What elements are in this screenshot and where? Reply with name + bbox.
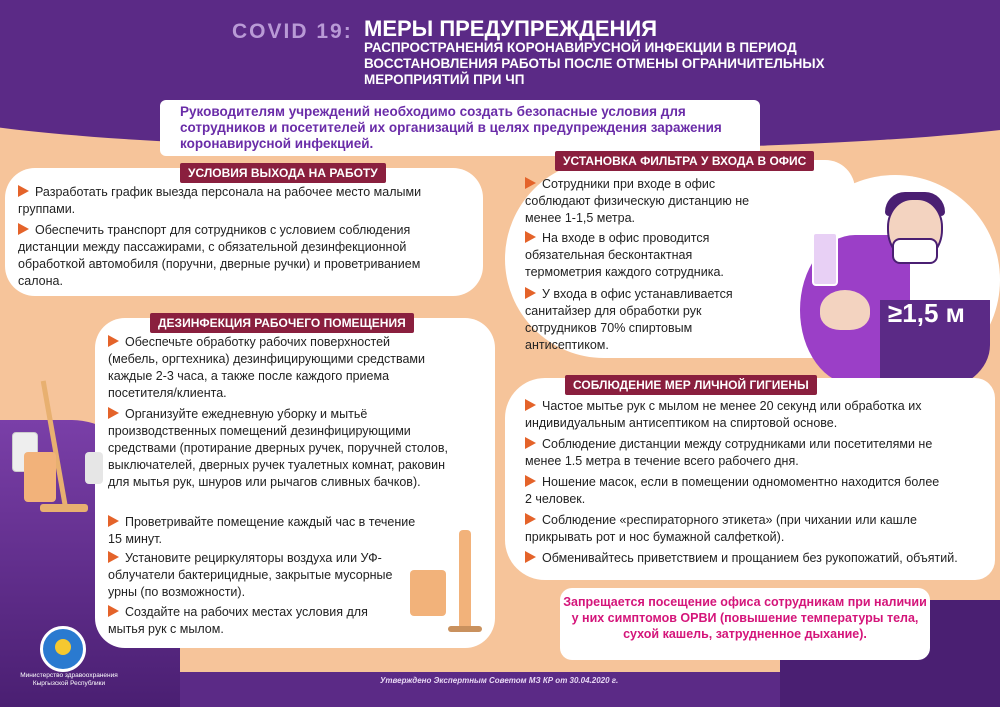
panel-title-disinfection: ДЕЗИНФЕКЦИЯ РАБОЧЕГО ПОМЕЩЕНИЯ [150,313,414,333]
disinfection-item-4: Установите рециркуляторы воздуха или УФ-облучатели бактерицидные, закрытые мусорные урны (по возможности). [108,551,393,599]
mop-head-illustration [40,504,88,512]
bullet-icon [18,223,29,235]
uv-lamp-base-illustration [448,626,482,632]
bullet-icon [525,399,536,411]
bullet-icon [108,407,119,419]
hygiene-item-5: Обменивайтесь приветствием и прощанием без рукопожатий, объятий. [525,550,985,567]
intro-text: Руководителям учреждений необходимо создать безопасные условия для сотрудников и посетителей их организаций в целях предупреждения заражения коронавирусной инфекцией. [160,100,760,156]
filter-item-3: У входа в офис устанавливается санитайзер для обработки рук сотрудников 70% спиртовым антисептиком. [525,287,733,352]
exit-item-2: Обеспечить транспорт для сотрудников с условием соблюдения дистанции между пассажирами, с обязательной дезинфекционной обработкой автомобиля (поручни, дверные ручки) и проветриванием салона. [18,223,421,288]
panel-title-hygiene: СОБЛЮДЕНИЕ МЕР ЛИЧНОЙ ГИГИЕНЫ [565,375,817,395]
hygiene-item-2: Соблюдение дистанции между сотрудниками или посетителями не менее 1.5 метра в течение всего рабочего дня. [525,437,933,468]
bullet-icon [108,515,119,527]
bullet-icon [525,287,536,299]
bullet-icon [525,437,536,449]
disinfection-item-2: Организуйте ежедневную уборку и мытьё производственных помещений дезинфицирующими средствами (протирание дверных ручек, поручней столов, выключателей, дверных ручек туалетных комнат, раковин для мытья рук, шнуров или рычагов сливных бачков). [108,407,448,489]
filter-item-1: Сотрудники при входе в офис соблюдают физическую дистанцию не менее 1-1,5 метра. [525,177,750,225]
bullet-icon [525,513,536,525]
bullet-icon [108,335,119,347]
trash-bin-illustration [410,570,446,616]
header-covid-label: COVID 19: [232,20,353,43]
filter-item-2: На входе в офис проводится обязательная бесконтактная термометрия каждого сотрудника. [525,231,724,279]
hygiene-item-4: Соблюдение «респираторного этикета» (при чихании или кашле прикрывать рот и нос бумажной салфеткой). [525,513,917,544]
hands-icon [820,290,870,330]
ministry-name: Министерство здравоохранения Кыргызской Республики [20,672,118,687]
bullet-icon [18,185,29,197]
panel-title-filter: УСТАНОВКА ФИЛЬТРА У ВХОДА В ОФИС [555,151,814,171]
uv-lamp-illustration [459,530,471,630]
disinfection-item-3: Проветривайте помещение каждый час в течение 15 минут. [108,515,416,546]
bullet-icon [525,177,536,189]
bullet-icon [525,551,536,563]
disinfection-item-1: Обеспечьте обработку рабочих поверхностей (мебель, оргтехника) дезинфицирующими средствами каждые 2-3 часа, а также после каждого приема посетителя/клиента. [108,335,425,400]
bullet-icon [525,475,536,487]
footer-approval: Утверждено Экспертным Советом МЗ КР от 30.04.2020 г. [380,676,619,685]
spray-bottle-illustration [85,452,103,484]
hygiene-item-3: Ношение масок, если в помещении одномоментно находится более 2 человек. [525,475,940,506]
header-title: МЕРЫ ПРЕДУПРЕЖДЕНИЯ [364,16,658,41]
face-mask-icon [892,238,938,264]
sanitizer-bottle-icon [812,232,838,286]
bullet-icon [108,605,119,617]
bucket-illustration [24,452,56,502]
warning-box: Запрещается посещение офиса сотрудникам при наличии у них симптомов ОРВИ (повышение температуры тела, сухой кашель, затрудненное дыхание). [560,588,930,660]
distance-label: ≥1,5 м [888,298,965,328]
disinfection-item-5: Создайте на рабочих местах условия для мытья рук с мылом. [108,605,368,636]
bullet-icon [525,231,536,243]
header-subtitle: РАСПРОСТРАНЕНИЯ КОРОНАВИРУСНОЙ ИНФЕКЦИИ В ПЕРИОД ВОССТАНОВЛЕНИЯ РАБОТЫ ПОСЛЕ ОТМЕНЫ ОГРАНИЧИТЕЛЬНЫХ МЕРОПРИЯТИЙ ПРИ ЧП [364,40,825,87]
exit-item-1: Разработать график выезда персонала на рабочее место малыми группами. [18,185,422,216]
bullet-icon [108,551,119,563]
panel-title-exit: УСЛОВИЯ ВЫХОДА НА РАБОТУ [180,163,386,183]
ministry-emblem-icon [40,626,86,672]
hygiene-item-1: Частое мытье рук с мылом не менее 20 секунд или обработка их индивидуальным антисептиком на спиртовой основе. [525,399,922,430]
